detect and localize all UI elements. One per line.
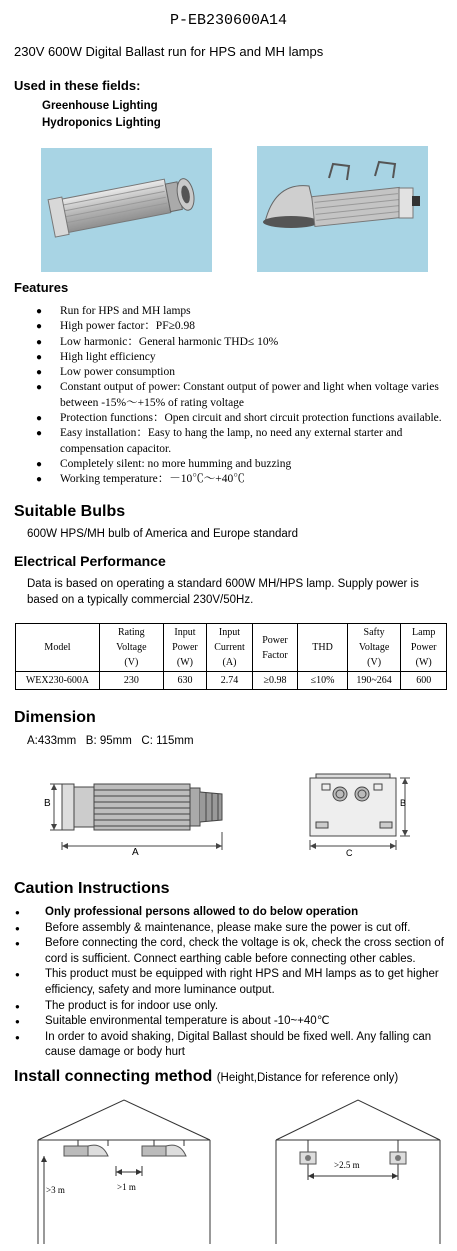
- list-item: ● This product must be equipped with right HPS and MH lamps as to get higher efficiency, safety and more luminance output.: [15, 967, 451, 998]
- dimension-text: A:433mm B: 95mm C: 115mm: [27, 735, 194, 747]
- table-cell: 230: [99, 672, 163, 690]
- table-cell: WEX230-600A: [16, 672, 100, 690]
- table-cell: ≤10%: [298, 672, 348, 690]
- dimension-title: Dimension: [14, 709, 96, 726]
- product-photo-reflector: [257, 146, 428, 272]
- height-label: >3 m: [46, 1185, 65, 1195]
- features-title: Features: [14, 280, 69, 295]
- list-item: ● Low power consumption: [34, 365, 454, 380]
- list-item: ● Run for HPS and MH lamps: [34, 304, 454, 319]
- list-item: ● The product is for indoor use only.: [15, 999, 451, 1015]
- table-cell: 190~264: [347, 672, 401, 690]
- list-item: ● High light efficiency: [34, 350, 454, 365]
- table-header: Rating Voltage (V): [99, 624, 163, 672]
- dim-label-a: A: [132, 847, 139, 858]
- table-row: [16, 672, 447, 690]
- list-item: ● Before connecting the cord, check the voltage is ok, check the cross section of cord is sufficient. Connect earthing cable before connecting other cables.: [15, 936, 451, 967]
- list-item: ● In order to avoid shaking, Digital Ballast should be fixed well. Any falling can cause damage or body hurt: [15, 1030, 451, 1061]
- dimension-top-view: [296, 770, 416, 860]
- dim-label-b2: B: [400, 798, 407, 808]
- model-code: P-EB230600A14: [169, 12, 288, 29]
- table-cell: 630: [163, 672, 207, 690]
- list-item: ● High power factor：PF≥0.98: [34, 319, 454, 334]
- table-header: THD: [298, 624, 348, 672]
- table-header: Lamp Power (W): [401, 624, 447, 672]
- list-item: ● Suitable environmental temperature is about -10~+40℃: [15, 1014, 451, 1030]
- spec-table: [15, 623, 447, 690]
- bulbs-title: Suitable Bulbs: [14, 503, 126, 520]
- electrical-intro: Data is based on operating a standard 600W MH/HPS lamp. Supply power is based on a typically commercial 230V/50Hz.: [27, 578, 419, 606]
- fields-title: Used in these fields:: [14, 78, 141, 93]
- table-header: Power Factor: [252, 624, 298, 672]
- dimension-side-view: [40, 770, 240, 860]
- table-header: Input Current (A): [207, 624, 253, 672]
- list-item: ● Low harmonic：General harmonic THD≤ 10%: [34, 335, 454, 350]
- page-subtitle: 230V 600W Digital Ballast run for HPS and MH lamps: [14, 44, 324, 59]
- caution-title: Caution Instructions: [14, 880, 170, 897]
- install-title: Install connecting method: [14, 1068, 213, 1085]
- list-item: ● Only professional persons allowed to do below operation: [15, 905, 451, 921]
- install-diagram-spacing: [274, 1098, 442, 1246]
- list-item: ● Constant output of power: Constant output of power and light when voltage varies between -15%～+15% of rating voltage: [34, 380, 454, 411]
- table-header: Safty Voltage (V): [347, 624, 401, 672]
- install-heading: [14, 1068, 398, 1086]
- bulbs-text: 600W HPS/MH bulb of America and Europe standard: [27, 528, 299, 540]
- install-note: (Height,Distance for reference only): [216, 1072, 399, 1084]
- dim-label-b: B: [44, 798, 51, 809]
- product-photo-ballast: [41, 148, 212, 272]
- table-cell: 2.74: [207, 672, 253, 690]
- features-list: [34, 304, 454, 488]
- list-item: ● Before assembly & maintenance, please make sure the power is cut off.: [15, 921, 451, 937]
- gap-label: >1 m: [117, 1182, 136, 1192]
- table-cell: 600: [401, 672, 447, 690]
- list-item: ● Protection functions：Open circuit and short circuit protection functions available.: [34, 411, 454, 426]
- field-hydroponics: Hydroponics Lighting: [42, 117, 161, 129]
- dim-label-c: C: [346, 848, 353, 858]
- spacing-label: >2.5 m: [334, 1160, 360, 1170]
- table-header: Model: [16, 624, 100, 672]
- list-item: ● Easy installation：Easy to hang the lamp, no need any external starter and compensation capacitor.: [34, 426, 454, 457]
- list-item: ● Completely silent: no more humming and buzzing: [34, 457, 454, 472]
- table-cell: ≥0.98: [252, 672, 298, 690]
- caution-list: [15, 905, 451, 1061]
- field-greenhouse: Greenhouse Lighting: [42, 100, 158, 112]
- electrical-title: Electrical Performance: [14, 553, 166, 569]
- install-diagram-height: [36, 1098, 212, 1246]
- list-item: ● Working temperature：－10℃～+40℃: [34, 472, 454, 487]
- table-header: Input Power (W): [163, 624, 207, 672]
